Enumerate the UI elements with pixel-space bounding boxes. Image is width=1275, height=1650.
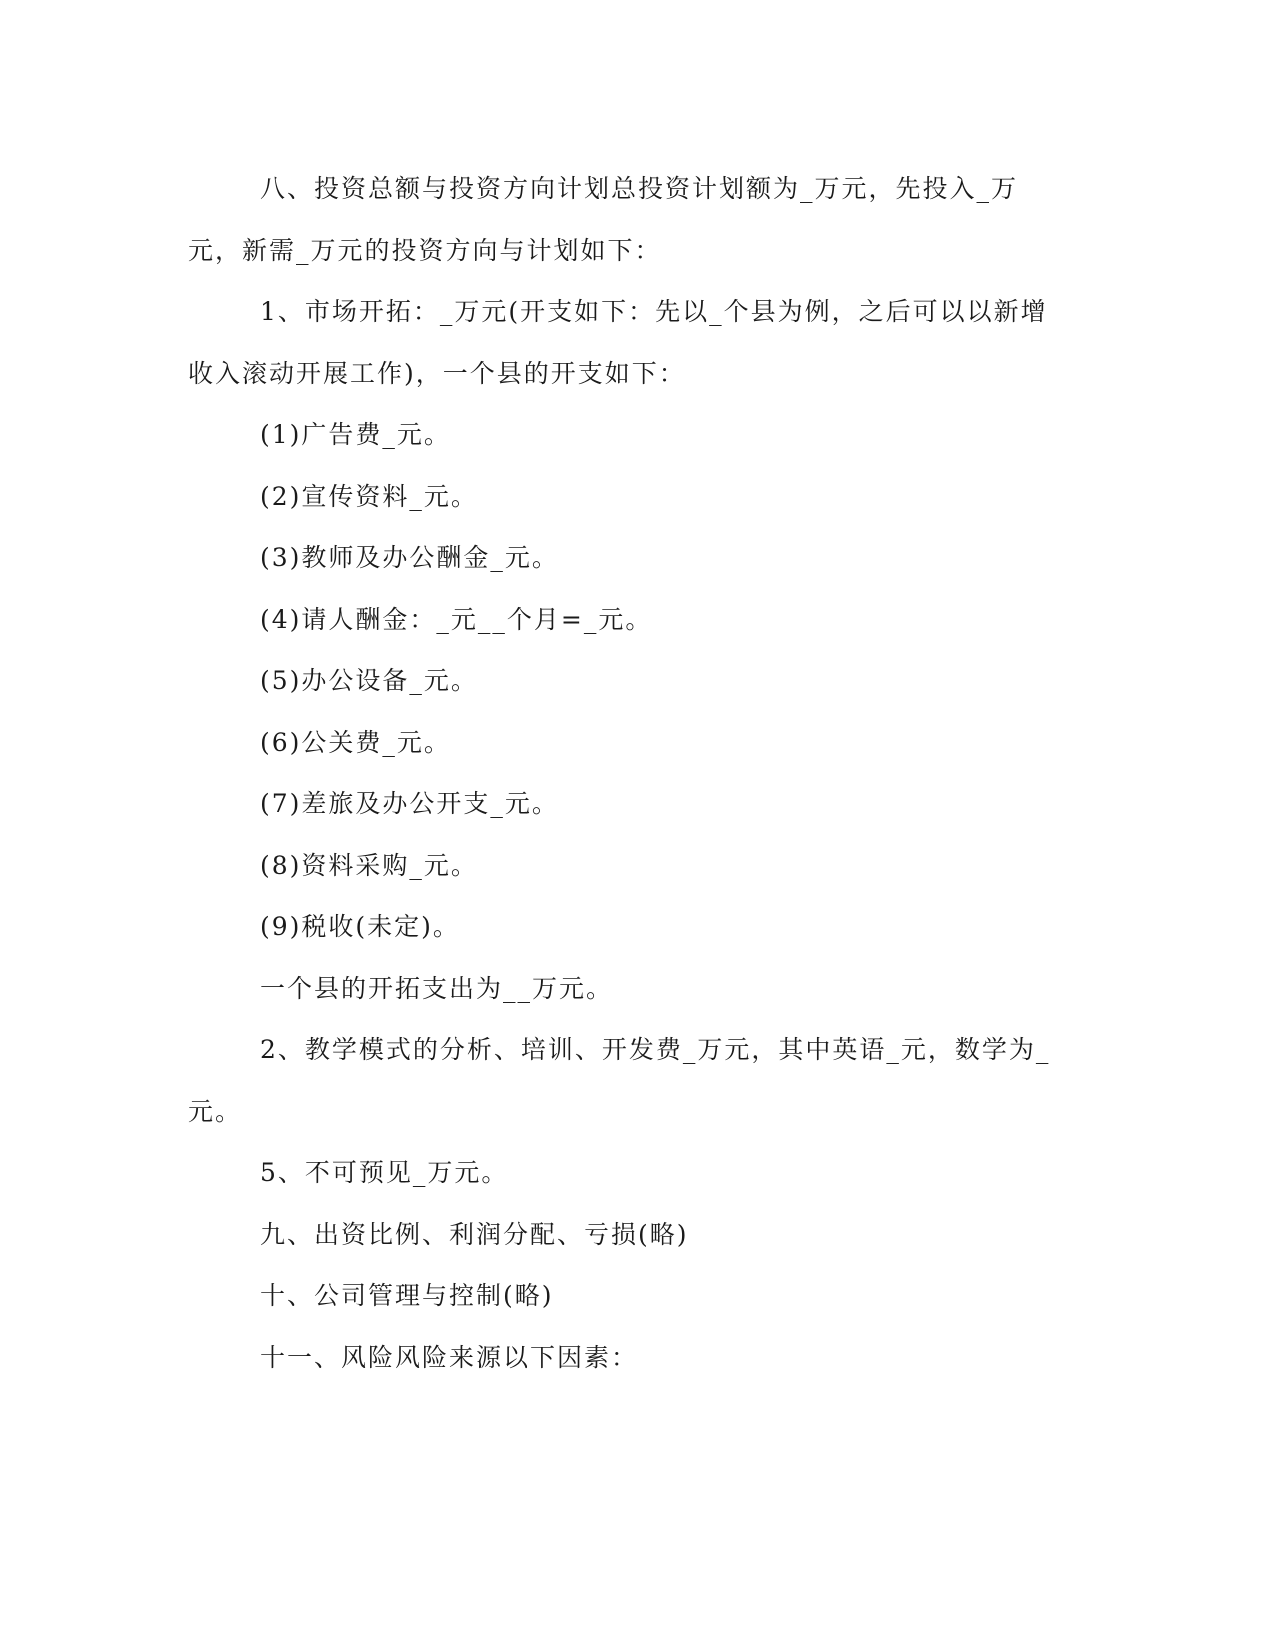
list-item-teacher-pay: (3)教师及办公酬金_元。 <box>260 543 559 572</box>
paragraph-county-total: 一个县的开拓支出为__万元。 <box>260 973 614 1003</box>
list-item-materials-purchase: (8)资料采购_元。 <box>260 850 478 880</box>
paragraph-teaching-model: 2、教学模式的分析、培训、开发费_万元，其中英语_元，数学为_元。 <box>188 1035 1051 1126</box>
paragraph-investment-total: 八、投资总额与投资方向计划总投资计划额为_万元，先投入_万元，新需_万元的投资方向与计划如下： <box>188 174 1019 265</box>
heading-management: 十、公司管理与控制(略) <box>260 1281 554 1310</box>
list-item-taxes: (9)税收(未定)。 <box>260 912 460 941</box>
list-item-advertising: (1)广告费_元。 <box>260 420 451 449</box>
heading-risk: 十一、风险风险来源以下因素： <box>260 1342 639 1372</box>
document-body <box>188 158 1068 1388</box>
list-item-promo-materials: (2)宣传资料_元。 <box>260 481 478 511</box>
paragraph-contingency: 5、不可预见_万元。 <box>260 1158 509 1187</box>
list-item-travel-office: (7)差旅及办公开支_元。 <box>260 789 559 818</box>
list-item-office-equipment: (5)办公设备_元。 <box>260 666 478 695</box>
list-item-public-relations: (6)公关费_元。 <box>260 727 451 757</box>
paragraph-market-expansion: 1、市场开拓：_万元(开支如下：先以_个县为例，之后可以以新增收入滚动开展工作)，一个县的开支如下： <box>188 297 1048 388</box>
list-item-hiring-pay: (4)请人酬金：_元__个月=_元。 <box>260 604 653 634</box>
heading-capital-ratio: 九、出资比例、利润分配、亏损(略) <box>260 1219 689 1249</box>
